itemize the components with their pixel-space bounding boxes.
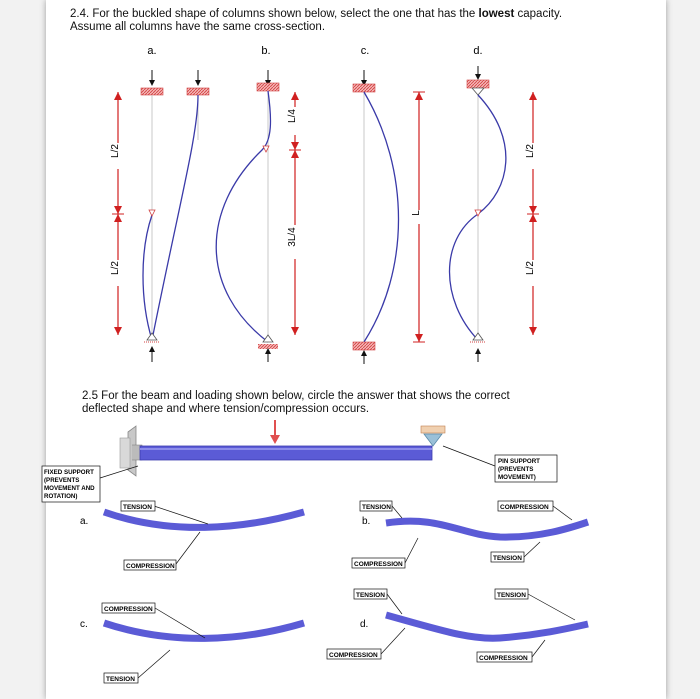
- column-label-d: d.: [473, 45, 483, 57]
- pin-support-label-1: PIN SUPPORT: [498, 458, 540, 465]
- column-a: [110, 70, 209, 362]
- option-a-beam: [104, 512, 304, 527]
- option-d: [327, 589, 588, 662]
- option-c-beam: [104, 623, 304, 638]
- pin-support-label-2: (PREVENTS: [498, 466, 534, 473]
- option-c-bottom-label: TENSION: [106, 676, 135, 683]
- option-d-label: d.: [360, 619, 369, 630]
- option-c-label: c.: [80, 619, 88, 630]
- pin-support-label-3: MOVEMENT): [498, 474, 536, 481]
- q25-line1: 2.5 For the beam and loading shown below, circle the answer that shows the correct: [82, 390, 510, 402]
- option-c-top-label: COMPRESSION: [104, 606, 153, 613]
- buckled-shape-a: [152, 95, 198, 340]
- dim-a-lower: L/2: [110, 261, 121, 275]
- dim-c: L: [411, 210, 422, 216]
- column-b: [216, 70, 303, 362]
- q24-line2: Assume all columns have the same cross-section.: [70, 21, 326, 33]
- q24-bold-word: lowest: [478, 8, 515, 20]
- column-d: [450, 66, 542, 362]
- option-d-top-right-label: TENSION: [497, 592, 526, 599]
- fixed-support-label-3: MOVEMENT AND: [44, 485, 95, 492]
- column-c: [353, 70, 426, 364]
- fixed-support-label-4: ROTATION): [44, 493, 78, 500]
- dim-d-lower: L/2: [525, 261, 536, 275]
- option-b-top-left-label: TENSION: [362, 504, 391, 511]
- option-b: [352, 501, 588, 568]
- option-d-bottom-left-label: COMPRESSION: [329, 652, 378, 659]
- q24-text-a: 2.4. For the buckled shape of columns shown below, select the one that has the: [70, 8, 479, 20]
- column-label-a: a.: [147, 45, 157, 57]
- option-b-top-right-label: COMPRESSION: [500, 504, 549, 511]
- fixed-support-label-2: (PREVENTS: [44, 477, 80, 484]
- dim-b-upper: L/4: [287, 109, 298, 123]
- q25-line2: deflected shape and where tension/compression occurs.: [82, 403, 370, 415]
- option-d-top-left-label: TENSION: [356, 592, 385, 599]
- option-b-bottom-left-label: COMPRESSION: [354, 561, 403, 568]
- option-d-bottom-right-label: COMPRESSION: [479, 655, 528, 662]
- option-b-bottom-right-label: TENSION: [493, 555, 522, 562]
- pin-support: [421, 426, 445, 433]
- option-b-beam: [386, 521, 588, 537]
- dim-d-upper: L/2: [525, 144, 536, 158]
- buckled-shape-b: [216, 91, 270, 342]
- dim-a-upper: L/2: [110, 144, 121, 158]
- option-d-beam: [386, 615, 588, 638]
- top-support-a: [141, 88, 163, 95]
- fixed-support-label-1: FIXED SUPPORT: [44, 469, 94, 476]
- column-label-c: c.: [360, 45, 370, 57]
- option-a-top-label: TENSION: [123, 504, 152, 511]
- option-a-bottom-label: COMPRESSION: [126, 563, 175, 570]
- option-a: [80, 501, 304, 570]
- column-label-b: b.: [261, 45, 271, 57]
- buckled-shape-c: [364, 92, 399, 342]
- q24-text-b: capacity.: [514, 8, 563, 20]
- option-c: [80, 603, 304, 683]
- option-b-label: b.: [362, 516, 371, 527]
- option-a-label: a.: [80, 516, 89, 527]
- dim-b-lower: 3L/4: [287, 227, 298, 247]
- beam-diagram: [42, 420, 557, 502]
